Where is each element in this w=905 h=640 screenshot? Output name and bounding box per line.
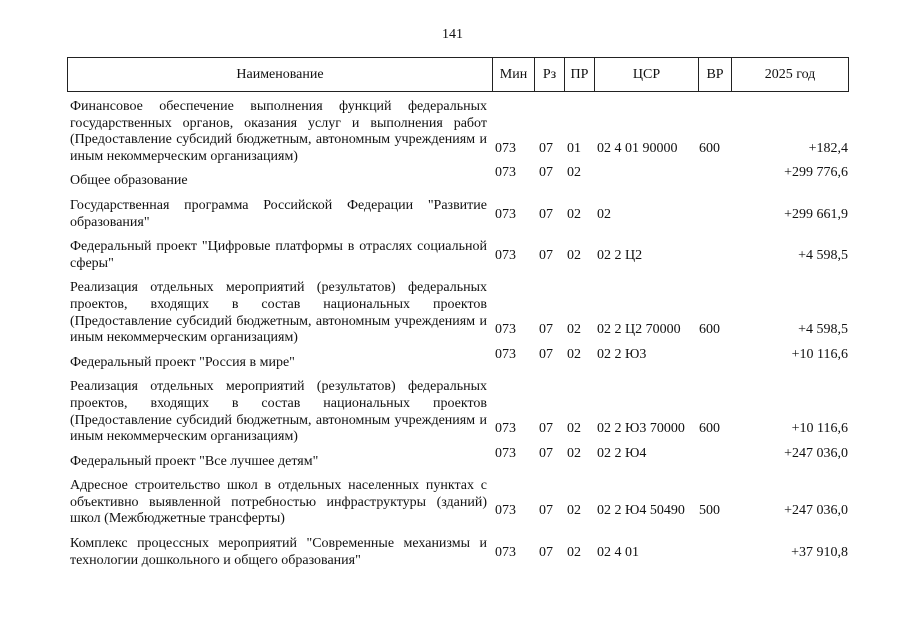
row-pr: 02 bbox=[567, 206, 581, 222]
row-amount: +4 598,5 bbox=[798, 322, 848, 338]
row-vr: 600 bbox=[699, 421, 720, 437]
row-name: Федеральный проект "Россия в мире" bbox=[70, 354, 295, 370]
row-min: 073 bbox=[495, 503, 516, 519]
row-amount: +247 036,0 bbox=[784, 503, 848, 519]
row-pr: 01 bbox=[567, 140, 581, 156]
table-header bbox=[67, 57, 849, 92]
row-name: Финансовое обеспечение выполнения функций федеральных государственных органов, оказания услуг и выполнения работ (Предоставление субсидий бюджетным, автономным учреждениям и иным некоммерческим организациям) bbox=[70, 99, 487, 164]
table-row bbox=[67, 239, 849, 272]
row-amount: +10 116,6 bbox=[791, 421, 848, 437]
row-rz: 07 bbox=[539, 140, 553, 156]
row-csr: 02 2 Ю3 70000 bbox=[597, 421, 685, 437]
row-name: Комплекс процессных мероприятий "Современные механизмы и технологии дошкольного и общего образования" bbox=[70, 536, 487, 568]
row-min: 073 bbox=[495, 247, 516, 263]
table-row bbox=[67, 445, 849, 471]
header-csr: ЦСР bbox=[594, 58, 698, 91]
page-number: 141 bbox=[442, 27, 463, 42]
row-min: 073 bbox=[495, 346, 516, 362]
row-amount: +299 661,9 bbox=[784, 206, 848, 222]
row-amount: +182,4 bbox=[808, 140, 848, 156]
row-pr: 02 bbox=[567, 503, 581, 519]
row-rz: 07 bbox=[539, 346, 553, 362]
row-min: 073 bbox=[495, 140, 516, 156]
row-name: Государственная программа Российской Федерации "Развитие образования" bbox=[70, 197, 487, 230]
row-csr: 02 bbox=[597, 206, 611, 222]
header-min: Мин bbox=[492, 58, 534, 91]
row-csr: 02 2 Ц2 bbox=[597, 247, 643, 263]
row-pr: 02 bbox=[567, 421, 581, 437]
row-name: Общее образование bbox=[70, 173, 188, 189]
row-csr: 02 2 Ю3 bbox=[597, 346, 647, 362]
row-vr: 500 bbox=[699, 503, 720, 519]
table-row bbox=[67, 478, 849, 528]
header-vr: ВР bbox=[698, 58, 731, 91]
header-name: Наименование bbox=[236, 67, 324, 82]
row-amount: +37 910,8 bbox=[791, 544, 848, 560]
row-rz: 07 bbox=[539, 206, 553, 222]
row-pr: 02 bbox=[567, 544, 581, 560]
row-amount: +10 116,6 bbox=[791, 346, 848, 362]
table-row bbox=[67, 536, 849, 569]
row-rz: 07 bbox=[539, 247, 553, 263]
row-name: Адресное строительство школ в отдельных населенных пунктах с объективно выявленной потребностью инфраструктуры (зданий) школ (Межбюджетные трансферты) bbox=[70, 478, 487, 527]
table-row bbox=[67, 379, 849, 445]
row-rz: 07 bbox=[539, 544, 553, 560]
row-rz: 07 bbox=[539, 503, 553, 519]
row-csr: 02 2 Ц2 70000 bbox=[597, 322, 681, 338]
row-rz: 07 bbox=[539, 165, 553, 181]
table-row bbox=[67, 99, 849, 165]
row-rz: 07 bbox=[539, 421, 553, 437]
row-pr: 02 bbox=[567, 322, 581, 338]
row-csr: 02 2 Ю4 50490 bbox=[597, 503, 685, 519]
row-vr: 600 bbox=[699, 140, 720, 156]
row-name: Реализация отдельных мероприятий (результатов) федеральных проектов, входящих в состав национальных проектов (Предоставление субсидий бюджетным, автономным учреждениям и иным некоммерческим организациям) bbox=[70, 280, 487, 346]
table-row bbox=[67, 165, 849, 190]
row-name: Федеральный проект "Все лучшее детям" bbox=[70, 453, 319, 469]
header-rz: Рз bbox=[534, 58, 564, 91]
row-pr: 02 bbox=[567, 346, 581, 362]
row-min: 073 bbox=[495, 322, 516, 338]
row-amount: +299 776,6 bbox=[784, 165, 848, 181]
row-pr: 02 bbox=[567, 165, 581, 181]
table-row bbox=[67, 280, 849, 346]
row-csr: 02 4 01 bbox=[597, 544, 639, 560]
row-name: Федеральный проект "Цифровые платформы в отраслях социальной сферы" bbox=[70, 239, 487, 271]
row-min: 073 bbox=[495, 206, 516, 222]
row-min: 073 bbox=[495, 445, 516, 461]
row-min: 073 bbox=[495, 165, 516, 181]
header-year: 2025 год bbox=[731, 58, 848, 91]
table-body bbox=[67, 99, 849, 577]
row-name: Реализация отдельных мероприятий (результатов) федеральных проектов, входящих в состав национальных проектов (Предоставление субсидий бюджетным, автономным учреждениям и иным некоммерческим организациям) bbox=[70, 379, 487, 445]
row-csr: 02 4 01 90000 bbox=[597, 140, 678, 156]
row-min: 073 bbox=[495, 544, 516, 560]
row-pr: 02 bbox=[567, 445, 581, 461]
row-rz: 07 bbox=[539, 322, 553, 338]
row-vr: 600 bbox=[699, 322, 720, 338]
row-min: 073 bbox=[495, 421, 516, 437]
table-row bbox=[67, 198, 849, 231]
table-row bbox=[67, 346, 849, 372]
row-csr: 02 2 Ю4 bbox=[597, 445, 647, 461]
header-pr: ПР bbox=[564, 58, 594, 91]
row-amount: +4 598,5 bbox=[798, 247, 848, 263]
row-rz: 07 bbox=[539, 445, 553, 461]
row-amount: +247 036,0 bbox=[784, 445, 848, 461]
row-pr: 02 bbox=[567, 247, 581, 263]
